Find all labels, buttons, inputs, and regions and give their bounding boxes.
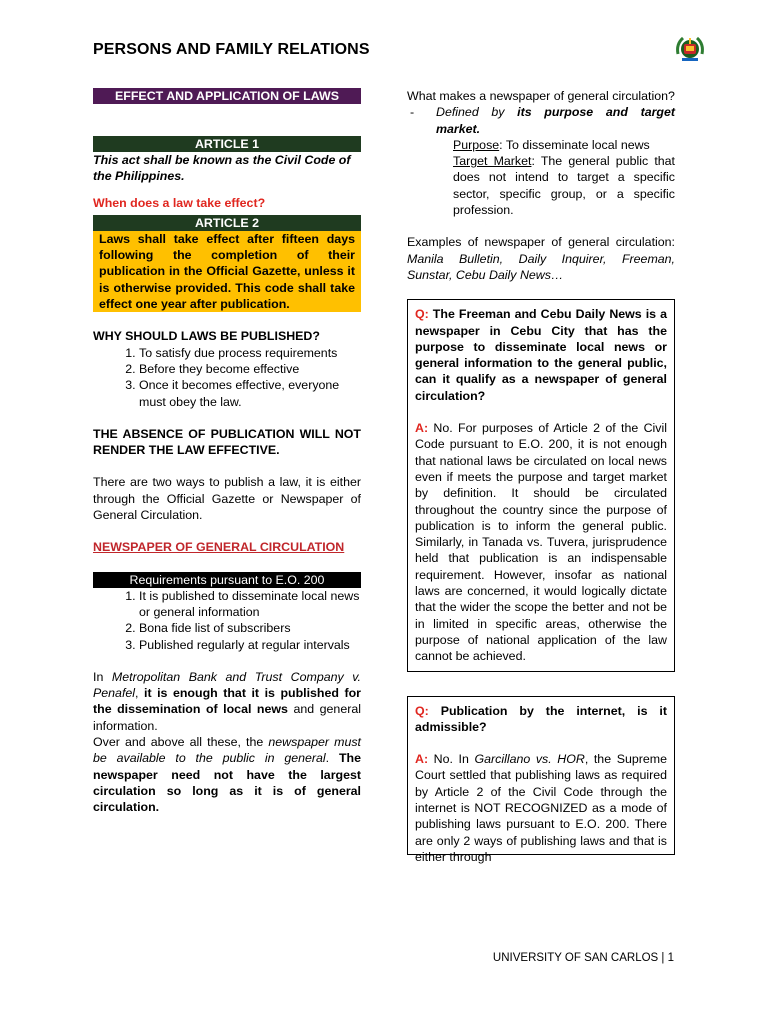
list-item: 1. To satisfy due process requirements (139, 345, 361, 361)
two-ways-paragraph: There are two ways to publish a law, it is either through the Official Gazette or Newspaper of General Circulation. (93, 475, 361, 523)
over-above-paragraph: Over and above all these, the newspaper must be available to the public in general. The newspaper need not have the largest circulation so long as it is of general circulation. (93, 735, 361, 815)
left-column (93, 88, 361, 816)
metrobank-paragraph: In Metropolitan Bank and Trust Company v. Penafel, it is enough that it is published for the dissemination of local news and general information. (93, 669, 361, 733)
question-text: Q: Publication by the internet, is it admissible? (415, 703, 667, 734)
article-1-text: This act shall be known as the Civil Code of the Philippines. (93, 153, 351, 184)
question-text: Q: The Freeman and Cebu Daily News is a newspaper in Cebu City that has the purpose to disseminate local news or general information to the general public, can it qualify as a newspaper of general circulation? (415, 307, 667, 403)
why-list (93, 345, 361, 410)
answer-text: A: No. For purposes of Article 2 of the Civil Code pursuant to E.O. 200, it is not enough that national laws be circulated on local news even if meets the purpose and target market by definition. It should be circulated throughout the country since the purpose of publication is to inform the general public. Similarly, in Tanada vs. Tuvera, jurisprudence held that publication is an indispensable requirement. However, insofar as national laws are concerned, it would logically dictate that the wider the scope the better and not be in limited in specific areas, otherwise the purpose of national application of the law cannot be achieved. (415, 421, 667, 664)
university-seal-icon (674, 34, 706, 64)
document-title: PERSONS AND FAMILY RELATIONS (93, 41, 370, 58)
article-2-text: Laws shall take effect after fifteen days following the completion of their publication in the Official Gazette, unless it is otherwise provided. This code shall take effect one year after publication. (93, 231, 361, 312)
list-item: 1. It is published to disseminate local news or general information (139, 588, 361, 621)
requirements-banner: Requirements pursuant to E.O. 200 (93, 572, 361, 588)
list-item: 2. Before they become effective (139, 361, 361, 377)
why-heading: WHY SHOULD LAWS BE PUBLISHED? (93, 329, 320, 344)
case-name: Metropolitan Bank and Trust Company v. Penafel (93, 669, 361, 701)
article-1-label: ARTICLE 1 (93, 136, 361, 152)
qa-box-internet (407, 696, 675, 864)
qa-box-freeman (407, 299, 675, 671)
section-banner: EFFECT AND APPLICATION OF LAWS (93, 88, 361, 104)
answer-text: A: No. In Garcillano vs. HOR, the Supreme Court settled that publishing laws as required by Article 2 of the Civil Code through the internet is NOT RECOGNIZED as a mode of publishing laws pursuant to E.O. 200. There are only 2 ways of publishing laws and that is either through (415, 752, 667, 864)
right-column (407, 88, 675, 864)
requirements-list (93, 588, 361, 653)
page-footer: UNIVERSITY OF SAN CARLOS | 1 (492, 952, 674, 964)
newspaper-heading: NEWSPAPER OF GENERAL CIRCULATION (93, 540, 345, 555)
list-item: 3. Once it becomes effective, everyone must obey the law. (139, 377, 361, 410)
article-2-label: ARTICLE 2 (93, 215, 361, 231)
examples-paragraph: Examples of newspaper of general circulation: Manila Bulletin, Daily Inquirer, Freeman, Sunstar, Cebu Daily News… (407, 235, 675, 282)
question-effect: When does a law take effect? (93, 195, 266, 210)
purpose-line: Purpose: To disseminate local news (453, 137, 650, 152)
absence-statement: THE ABSENCE OF PUBLICATION WILL NOT RENDER THE LAW EFFECTIVE. (93, 426, 361, 458)
what-makes-question: What makes a newspaper of general circulation? (407, 89, 675, 103)
list-item: 2. Bona fide list of subscribers (139, 620, 361, 636)
defined-by-item: - Defined by its purpose and target market. (410, 105, 675, 136)
list-item: 3. Published regularly at regular intervals (139, 637, 361, 653)
target-market-line: Target Market: The general public that does not intend to target a specific sector, specific group, or a specific profession. (453, 154, 675, 218)
